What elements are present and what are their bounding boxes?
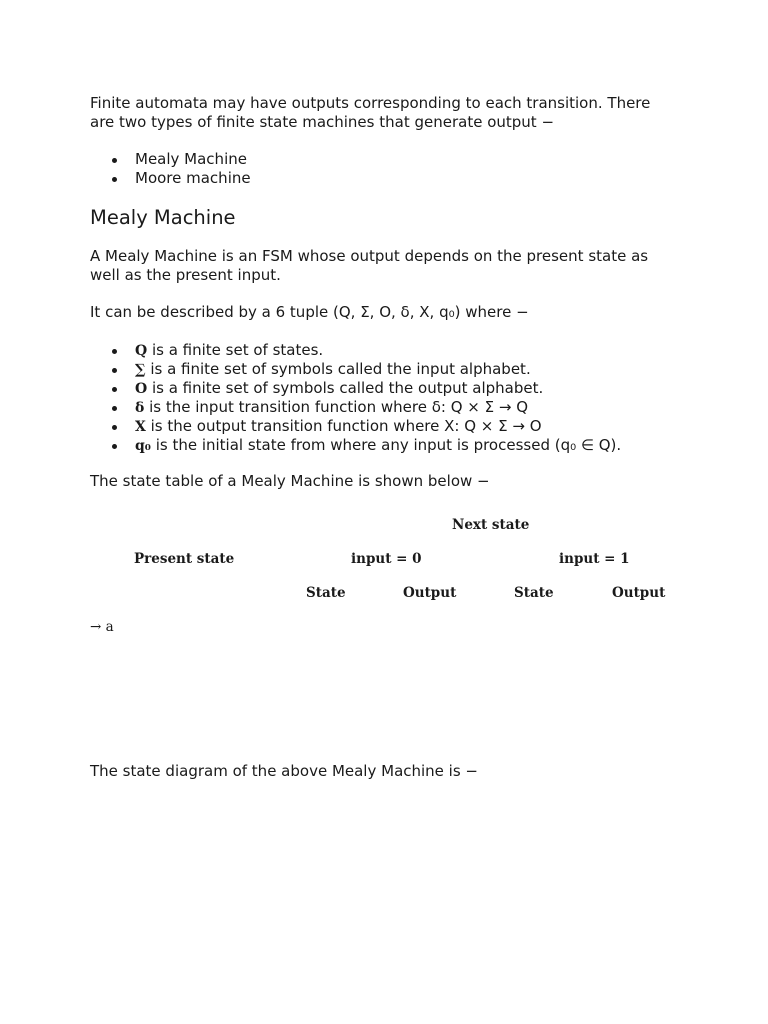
list-item xyxy=(90,398,621,417)
tuple-description: It can be described by a 6 tuple (Q, Σ, O, δ, X, q₀) where − xyxy=(90,303,529,321)
bullet-icon xyxy=(112,425,117,430)
intro-line-1: Finite automata may have outputs corresponding to each transition. There xyxy=(90,94,651,112)
list-item xyxy=(90,169,251,188)
bullet-icon xyxy=(112,349,117,354)
tuple-text: is a finite set of states. xyxy=(147,341,324,359)
definition-line-1: A Mealy Machine is an FSM whose output depends on the present state as xyxy=(90,247,649,265)
machine-types-list xyxy=(90,150,251,188)
bullet-icon xyxy=(112,444,117,449)
tuple-symbol: Q xyxy=(135,343,148,359)
state-table-intro: The state table of a Mealy Machine is shown below − xyxy=(90,472,490,490)
input-0-header: input = 0 xyxy=(351,551,422,567)
definition-line-2: well as the present input. xyxy=(90,266,281,284)
tuple-text: is a finite set of symbols called the output alphabet. xyxy=(147,379,544,397)
tuple-text: is a finite set of symbols called the input alphabet. xyxy=(145,360,531,378)
bullet-icon xyxy=(112,158,117,163)
tuple-text: is the initial state from where any input is processed (q₀ ∈ Q). xyxy=(150,436,622,454)
list-item-text: Moore machine xyxy=(135,169,251,187)
tuple-text: is the output transition function where X: Q × Σ → O xyxy=(145,417,542,435)
list-item-text: Mealy Machine xyxy=(135,150,247,168)
section-heading: Mealy Machine xyxy=(90,206,236,229)
list-item xyxy=(90,150,251,169)
tuple-text: is the input transition function where δ: Q × Σ → Q xyxy=(144,398,529,416)
bullet-icon xyxy=(112,368,117,373)
state-column-header: State xyxy=(306,585,346,601)
list-item xyxy=(90,436,621,455)
intro-line-2: are two types of finite state machines that generate output − xyxy=(90,113,555,131)
tuple-symbol: O xyxy=(135,381,148,397)
bullet-icon xyxy=(112,177,117,182)
tuple-symbol: ∑ xyxy=(135,362,146,378)
state-diagram-intro: The state diagram of the above Mealy Machine is − xyxy=(90,762,479,780)
output-column-header: Output xyxy=(612,585,666,601)
present-state-header: Present state xyxy=(134,551,235,567)
table-row-present-state: → a xyxy=(90,619,114,635)
tuple-symbol: q₀ xyxy=(135,438,151,454)
bullet-icon xyxy=(112,406,117,411)
output-column-header: Output xyxy=(403,585,457,601)
tuple-symbol: δ xyxy=(135,400,145,416)
tuple-symbol: X xyxy=(135,419,146,435)
list-item xyxy=(90,341,621,360)
list-item xyxy=(90,417,621,436)
tuple-items-list xyxy=(90,341,621,455)
next-state-header: Next state xyxy=(452,517,530,533)
state-column-header: State xyxy=(514,585,554,601)
bullet-icon xyxy=(112,387,117,392)
list-item xyxy=(90,360,621,379)
input-1-header: input = 1 xyxy=(559,551,630,567)
list-item xyxy=(90,379,621,398)
